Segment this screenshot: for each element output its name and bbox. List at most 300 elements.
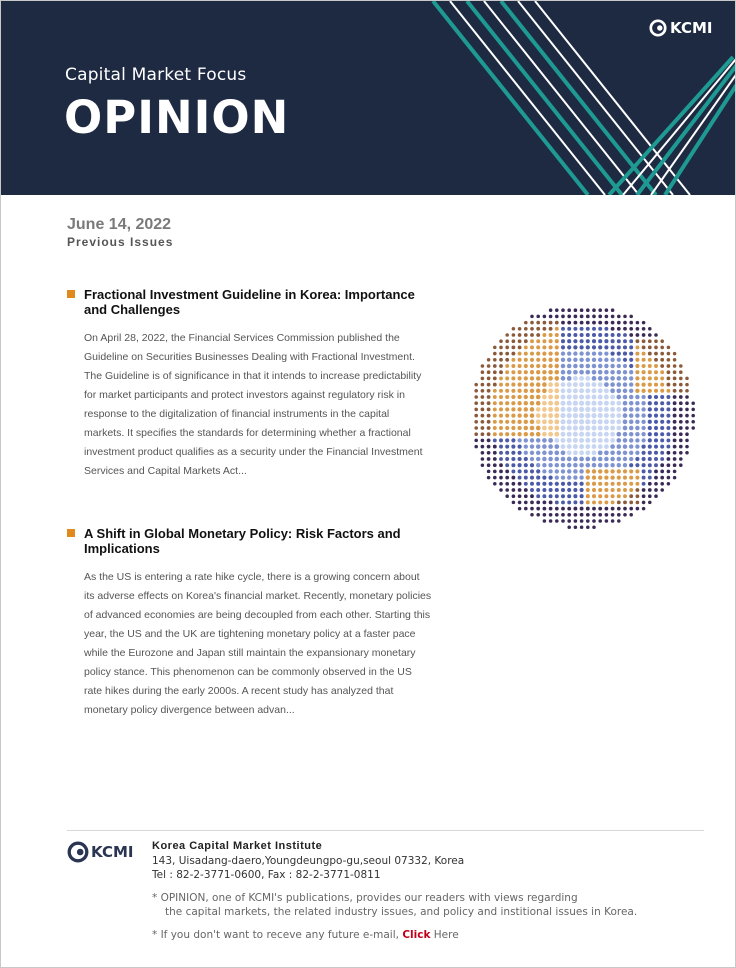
globe-dot bbox=[623, 513, 627, 517]
globe-dot bbox=[666, 414, 670, 418]
globe-dot bbox=[623, 488, 627, 492]
globe-dot bbox=[555, 500, 559, 504]
globe-dot bbox=[518, 476, 522, 480]
globe-dot bbox=[592, 364, 597, 369]
globe-dot bbox=[592, 345, 596, 349]
globe-dot bbox=[629, 432, 634, 437]
globe-dot bbox=[505, 401, 509, 405]
globe-dot bbox=[598, 388, 603, 393]
globe-dot bbox=[573, 457, 578, 462]
kcmi-logo[interactable] bbox=[649, 19, 712, 37]
globe-dot bbox=[642, 339, 646, 343]
globe-dot bbox=[573, 401, 578, 406]
globe-dot bbox=[561, 351, 565, 355]
globe-dot bbox=[517, 407, 521, 411]
globe-dot bbox=[610, 376, 615, 381]
globe-dot bbox=[654, 426, 658, 430]
globe-dot bbox=[648, 370, 652, 374]
globe-dot bbox=[511, 395, 515, 399]
globe-dot bbox=[542, 358, 546, 362]
globe-dot bbox=[567, 358, 571, 362]
globe-dot bbox=[604, 358, 608, 362]
globe-dot bbox=[487, 383, 491, 387]
globe-dot bbox=[685, 420, 689, 424]
globe-dot bbox=[554, 419, 559, 424]
globe-dot bbox=[635, 457, 639, 461]
globe-dot bbox=[610, 444, 615, 449]
globe-dot bbox=[499, 401, 503, 405]
globe-dot bbox=[573, 469, 577, 473]
globe-dot bbox=[530, 376, 534, 380]
globe-dot bbox=[567, 475, 571, 479]
globe-dot bbox=[591, 419, 596, 424]
globe-dot bbox=[555, 513, 559, 517]
globe-dot bbox=[617, 469, 621, 473]
globe-dot bbox=[573, 370, 578, 375]
globe-dot bbox=[474, 383, 478, 387]
globe-dot bbox=[505, 364, 509, 368]
globe-dot bbox=[617, 382, 622, 387]
globe-dot bbox=[598, 351, 602, 355]
globe-dot bbox=[517, 426, 521, 430]
globe-dot bbox=[667, 377, 671, 381]
globe-dot bbox=[586, 519, 590, 523]
globe-dot bbox=[660, 383, 664, 387]
globe-dot bbox=[604, 407, 609, 412]
globe-dot bbox=[660, 401, 664, 405]
globe-dot bbox=[567, 513, 571, 517]
globe-dot bbox=[530, 407, 535, 412]
globe-dot bbox=[493, 420, 497, 424]
globe-dot bbox=[493, 451, 497, 455]
globe-dot bbox=[579, 358, 583, 362]
globe-dot bbox=[542, 407, 547, 412]
globe-dot bbox=[555, 482, 559, 486]
globe-dot bbox=[660, 358, 664, 362]
globe-dot bbox=[493, 383, 497, 387]
globe-dot bbox=[561, 321, 565, 325]
globe-dot bbox=[505, 370, 509, 374]
globe-dot bbox=[605, 315, 609, 319]
globe-dot bbox=[598, 500, 602, 504]
globe-dot bbox=[561, 463, 566, 468]
globe-dot bbox=[660, 364, 664, 368]
globe-dot bbox=[518, 488, 522, 492]
globe-dot bbox=[474, 414, 478, 418]
globe-dot bbox=[605, 513, 609, 517]
globe-dot bbox=[610, 469, 614, 473]
globe-dot bbox=[524, 352, 528, 356]
globe-dot bbox=[641, 382, 645, 386]
globe-dot bbox=[598, 382, 603, 387]
globe-dot bbox=[679, 401, 683, 405]
globe-dot bbox=[493, 445, 497, 449]
globe-dot bbox=[685, 451, 689, 455]
globe-dot bbox=[561, 438, 566, 443]
globe-dot bbox=[505, 494, 509, 498]
unsubscribe-text: * If you don't want to receve any future e-mail, bbox=[152, 929, 403, 941]
globe-dot bbox=[617, 339, 621, 343]
globe-dot bbox=[580, 488, 584, 492]
globe-dot bbox=[642, 321, 646, 325]
globe-dot bbox=[660, 438, 664, 442]
globe-dot bbox=[481, 451, 485, 455]
previous-issues-link[interactable]: Previous Issues bbox=[67, 235, 174, 249]
globe-dot bbox=[530, 352, 534, 356]
globe-dot bbox=[598, 519, 602, 523]
globe-dot bbox=[610, 382, 615, 387]
globe-dot bbox=[598, 488, 602, 492]
globe-dot bbox=[660, 470, 664, 474]
globe-dot bbox=[542, 382, 547, 387]
globe-dot bbox=[635, 352, 639, 356]
globe-dot bbox=[592, 494, 596, 498]
globe-dot bbox=[617, 500, 621, 504]
globe-dot bbox=[548, 407, 553, 412]
globe-dot bbox=[517, 438, 521, 442]
globe-dot bbox=[592, 469, 596, 473]
globe-dot bbox=[623, 476, 627, 480]
globe-dot bbox=[518, 333, 522, 337]
globe-dot bbox=[623, 401, 628, 406]
globe-dot bbox=[499, 432, 503, 436]
globe-dot bbox=[673, 358, 677, 362]
globe-dot bbox=[610, 463, 614, 467]
globe-dot bbox=[648, 420, 652, 424]
globe-dot bbox=[505, 451, 509, 455]
globe-dot bbox=[524, 444, 528, 448]
globe-dot bbox=[549, 482, 553, 486]
globe-dot bbox=[673, 370, 677, 374]
globe-dot bbox=[580, 308, 584, 312]
globe-dot bbox=[604, 327, 608, 331]
globe-dot bbox=[685, 377, 689, 381]
globe-dot bbox=[481, 389, 485, 393]
globe-dot bbox=[611, 327, 615, 331]
globe-dot bbox=[598, 308, 602, 312]
globe-dot bbox=[635, 407, 639, 411]
globe-dot bbox=[623, 426, 628, 431]
globe-dot bbox=[654, 401, 658, 405]
globe-dot bbox=[499, 407, 503, 411]
globe-dot bbox=[585, 407, 590, 412]
globe-dot bbox=[610, 370, 615, 375]
globe-dot bbox=[623, 432, 628, 437]
globe-dot bbox=[567, 407, 572, 412]
globe-dot bbox=[579, 364, 584, 369]
globe-dot bbox=[561, 308, 565, 312]
globe-dot bbox=[548, 351, 552, 355]
globe-dot bbox=[524, 382, 528, 386]
globe-dot bbox=[623, 339, 627, 343]
globe-dot bbox=[642, 333, 646, 337]
globe-dot bbox=[530, 389, 534, 393]
globe-dot bbox=[641, 444, 645, 448]
globe-dot bbox=[530, 513, 534, 517]
globe-dot bbox=[586, 525, 590, 529]
globe-dot bbox=[654, 488, 658, 492]
globe-dot bbox=[487, 377, 491, 381]
globe-dot bbox=[592, 500, 596, 504]
globe-dot bbox=[635, 358, 639, 362]
globe-dot bbox=[493, 457, 497, 461]
globe-dot bbox=[592, 525, 596, 529]
globe-dot bbox=[579, 394, 584, 399]
globe-dot bbox=[623, 327, 627, 331]
globe-dot bbox=[623, 457, 627, 461]
globe-dot bbox=[629, 345, 633, 349]
globe-dot bbox=[641, 389, 645, 393]
globe-dot bbox=[648, 432, 652, 436]
globe-dot bbox=[604, 419, 609, 424]
globe-dot bbox=[585, 419, 590, 424]
globe-dot bbox=[487, 401, 491, 405]
globe-dot bbox=[648, 407, 652, 411]
globe-dot bbox=[536, 345, 540, 349]
globe-dot bbox=[654, 414, 658, 418]
globe-dot bbox=[604, 482, 608, 486]
globe-dot bbox=[617, 494, 621, 498]
globe-dot bbox=[598, 444, 603, 449]
globe-dot bbox=[493, 395, 497, 399]
globe-dot bbox=[598, 457, 603, 462]
globe-dot bbox=[580, 321, 584, 325]
globe-dot bbox=[580, 339, 584, 343]
globe-dot bbox=[530, 413, 535, 418]
globe-dot bbox=[573, 333, 577, 337]
globe-dot bbox=[586, 500, 590, 504]
globe-dot bbox=[561, 457, 566, 462]
globe-dot bbox=[623, 358, 627, 362]
globe-dot bbox=[586, 507, 590, 511]
globe-dot bbox=[561, 513, 565, 517]
globe-dot bbox=[530, 501, 534, 505]
globe-dot bbox=[592, 457, 597, 462]
globe-dot bbox=[567, 450, 572, 455]
globe-dot bbox=[629, 451, 633, 455]
globe-dot bbox=[592, 388, 597, 393]
globe-dot bbox=[610, 475, 614, 479]
globe-dot bbox=[623, 352, 627, 356]
globe-dot bbox=[635, 488, 639, 492]
globe-dot bbox=[487, 389, 491, 393]
globe-dot bbox=[617, 376, 622, 381]
globe-dot bbox=[666, 420, 670, 424]
globe-dot bbox=[560, 401, 565, 406]
unsubscribe-click-link[interactable]: Click bbox=[402, 929, 431, 941]
globe-dot bbox=[548, 463, 552, 467]
globe-dot bbox=[611, 321, 615, 325]
globe-dot bbox=[567, 308, 571, 312]
globe-dot bbox=[554, 382, 559, 387]
globe-dot bbox=[654, 457, 658, 461]
globe-dot bbox=[524, 345, 528, 349]
globe-dot bbox=[579, 475, 583, 479]
globe-dot bbox=[604, 432, 609, 437]
globe-dot bbox=[679, 364, 683, 368]
globe-dot bbox=[561, 482, 565, 486]
globe-dot bbox=[567, 444, 572, 449]
globe-dot bbox=[629, 413, 634, 418]
globe-dot bbox=[610, 413, 615, 418]
globe-dot bbox=[642, 370, 646, 374]
globe-dot bbox=[543, 315, 547, 319]
globe-dot bbox=[517, 395, 521, 399]
globe-dot bbox=[666, 432, 670, 436]
globe-dot bbox=[542, 395, 547, 400]
globe-dot bbox=[648, 395, 652, 399]
globe-dot bbox=[555, 327, 559, 331]
globe-dot bbox=[654, 451, 658, 455]
globe-dot bbox=[561, 358, 565, 362]
globe-dot bbox=[542, 388, 547, 393]
globe-dot bbox=[580, 525, 584, 529]
globe-dot bbox=[518, 501, 522, 505]
globe-dot bbox=[586, 488, 590, 492]
globe-dot bbox=[648, 482, 652, 486]
globe-dot bbox=[505, 469, 509, 473]
globe-dot bbox=[561, 500, 565, 504]
globe-dot bbox=[493, 407, 497, 411]
globe-dot bbox=[592, 315, 596, 319]
globe-dot bbox=[518, 339, 522, 343]
article-title[interactable]: Fractional Investment Guideline in Korea: Importance and Challenges bbox=[84, 287, 415, 317]
globe-dot bbox=[604, 426, 609, 431]
globe-dot bbox=[481, 457, 485, 461]
globe-dot bbox=[654, 476, 658, 480]
footer-contact: Tel : 82-2-3771-0600, Fax : 82-2-3771-0811 bbox=[152, 869, 381, 881]
globe-dot bbox=[554, 438, 559, 443]
globe-dot bbox=[487, 358, 491, 362]
globe-dot bbox=[685, 432, 689, 436]
globe-dot bbox=[493, 352, 497, 356]
globe-dot bbox=[561, 432, 566, 437]
globe-dot bbox=[610, 351, 614, 355]
globe-dot bbox=[511, 451, 515, 455]
globe-dot bbox=[574, 308, 578, 312]
globe-dot bbox=[629, 395, 634, 400]
globe-dot bbox=[542, 488, 546, 492]
globe-dot bbox=[548, 358, 552, 362]
globe-dot bbox=[623, 370, 627, 374]
globe-dot bbox=[648, 426, 652, 430]
globe-dot bbox=[648, 451, 652, 455]
globe-dot bbox=[474, 432, 478, 436]
globe-dot bbox=[481, 445, 485, 449]
globe-dot bbox=[567, 488, 571, 492]
globe-dot bbox=[499, 426, 503, 430]
globe-dot bbox=[481, 439, 485, 443]
globe-dot bbox=[642, 469, 646, 473]
globe-dot bbox=[667, 346, 671, 350]
globe-dot bbox=[530, 364, 534, 368]
globe-dot bbox=[635, 339, 639, 343]
globe-dot bbox=[554, 407, 559, 412]
kcmi-logo-text: KCMI bbox=[670, 19, 713, 37]
globe-dot bbox=[536, 407, 541, 412]
globe-dot bbox=[617, 519, 621, 523]
globe-dot bbox=[505, 339, 509, 343]
globe-dot bbox=[673, 476, 677, 480]
globe-dot bbox=[536, 370, 540, 374]
globe-dot bbox=[511, 383, 515, 387]
globe-dot bbox=[493, 377, 497, 381]
globe-dot bbox=[487, 420, 491, 424]
globe-dot bbox=[536, 382, 541, 387]
globe-dot bbox=[499, 395, 503, 399]
globe-dot bbox=[549, 500, 553, 504]
globe-dot bbox=[598, 327, 602, 331]
dotted-globe-illustration bbox=[468, 300, 698, 532]
globe-dot bbox=[560, 407, 565, 412]
globe-dot bbox=[573, 339, 577, 343]
globe-dot bbox=[536, 476, 540, 480]
globe-dot bbox=[648, 401, 652, 405]
globe-dot bbox=[648, 501, 652, 505]
article-1[interactable] bbox=[67, 287, 432, 481]
globe-dot bbox=[642, 476, 646, 480]
globe-dot bbox=[623, 501, 627, 505]
newsletter-header bbox=[1, 1, 735, 195]
globe-dot bbox=[604, 370, 609, 375]
globe-dot bbox=[548, 426, 553, 431]
globe-dot bbox=[536, 413, 541, 418]
globe-dot bbox=[555, 519, 559, 523]
globe-dot bbox=[548, 469, 552, 473]
globe-dot bbox=[585, 382, 590, 387]
footer-kcmi-logo bbox=[67, 841, 133, 863]
globe-dot bbox=[654, 352, 658, 356]
globe-dot bbox=[635, 382, 639, 386]
globe-dot bbox=[474, 408, 478, 412]
globe-dot bbox=[573, 444, 578, 449]
article-2[interactable] bbox=[67, 526, 432, 720]
globe-dot bbox=[641, 432, 645, 436]
globe-dot bbox=[617, 507, 621, 511]
globe-dot bbox=[511, 420, 515, 424]
globe-dot bbox=[592, 370, 597, 375]
article-title[interactable]: A Shift in Global Monetary Policy: Risk Factors and Implications bbox=[84, 526, 401, 556]
globe-dot bbox=[573, 364, 578, 369]
globe-dot bbox=[691, 408, 695, 412]
globe-dot bbox=[598, 450, 603, 455]
globe-dot bbox=[536, 501, 540, 505]
globe-dot bbox=[505, 333, 509, 337]
globe-dot bbox=[499, 383, 503, 387]
globe-dot bbox=[543, 519, 547, 523]
header-subtitle: Capital Market Focus bbox=[65, 65, 247, 85]
globe-dot bbox=[511, 358, 515, 362]
globe-dot bbox=[530, 469, 534, 473]
globe-dot bbox=[567, 315, 571, 319]
globe-dot bbox=[654, 420, 658, 424]
globe-dot bbox=[623, 482, 627, 486]
globe-dot bbox=[679, 383, 683, 387]
globe-dot bbox=[524, 333, 528, 337]
globe-dot bbox=[543, 501, 547, 505]
globe-dot bbox=[660, 389, 664, 393]
globe-dot bbox=[554, 426, 559, 431]
globe-dot bbox=[530, 426, 535, 431]
globe-dot bbox=[623, 364, 627, 368]
globe-dot bbox=[493, 432, 497, 436]
globe-dot bbox=[524, 507, 528, 511]
globe-dot bbox=[636, 501, 640, 505]
globe-dot bbox=[623, 438, 628, 443]
globe-dot bbox=[542, 476, 546, 480]
globe-dot bbox=[623, 382, 628, 387]
globe-dot bbox=[604, 463, 608, 467]
